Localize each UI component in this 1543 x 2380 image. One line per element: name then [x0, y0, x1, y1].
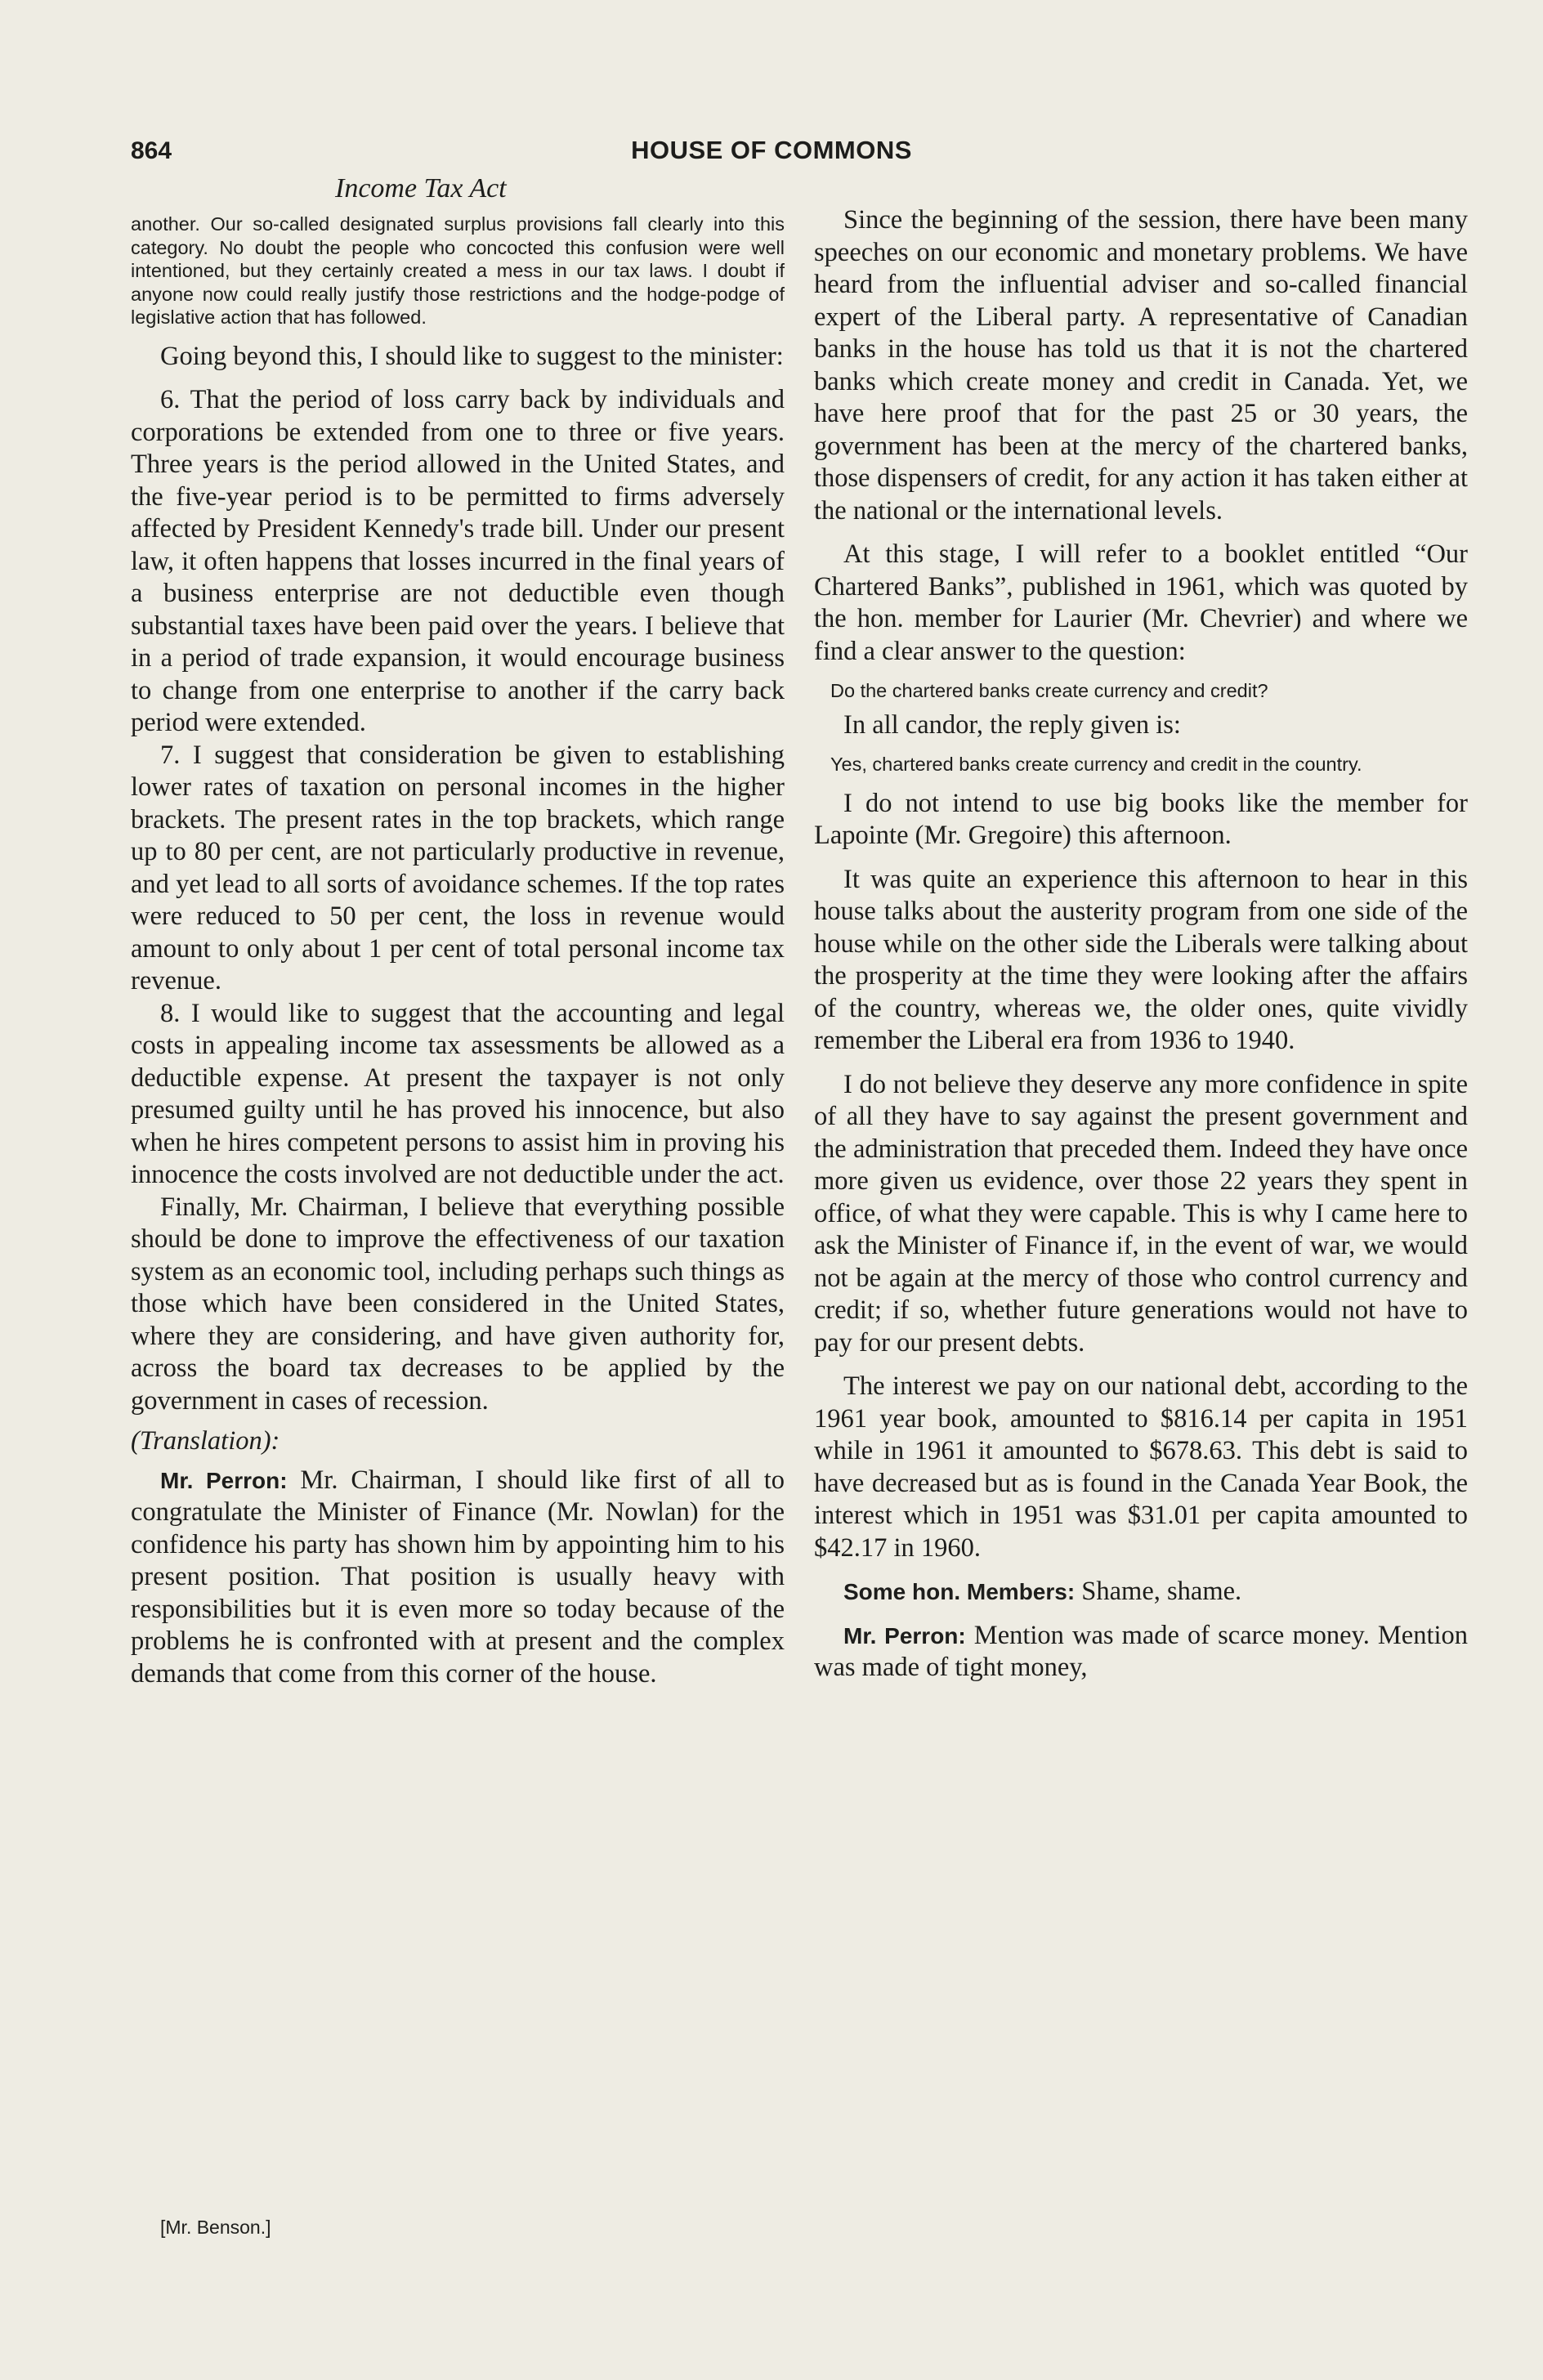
paragraph: Going beyond this, I should like to suggest to the minister:: [160, 341, 784, 371]
paragraph: At this stage, I will refer to a booklet entitled “Our Chartered Banks”, published in 1961, which was quoted by the hon. member for Laurier (Mr. Chevrier) and where we find a clear answer to the question:: [814, 539, 1468, 666]
left-column: [131, 212, 785, 1690]
page-number: 864: [131, 137, 172, 164]
translation-note: (Translation):: [131, 1426, 280, 1456]
paragraph: It was quite an experience this afternoon to hear in this house talks about the austerity program from one side of the house while on the other side the Liberals were talking about the prosperity at the time they were looking after the affairs of the country, whereas we, the older ones, quite vividly remember the Liberal era from 1936 to 1940.: [814, 864, 1468, 1055]
quoted-passage: Yes, chartered banks create currency and credit in the country.: [830, 754, 1362, 775]
speech-paragraph: [814, 1620, 1468, 1684]
speech-text: Mr. Chairman, I should like first of all to congratulate the Minister of Finance (Mr. Nowlan) for the confidence his party has shown him by appointing him to his present position. That position is usually heavy with responsibilities but it is even more so today because of the problems he is confronted with at present and the complex demands that come from this corner of the house.: [131, 1465, 785, 1689]
paragraph: Finally, Mr. Chairman, I believe that everything possible should be done to improve the effectiveness of our taxation system as an economic tool, including perhaps such things as those which have been considered in the United States, where they are considering, and have given authority for, across the board tax decreases to be applied by the government in cases of recession.: [131, 1192, 785, 1416]
speech-paragraph: [131, 1465, 785, 1691]
speaker-name: Mr. Perron:: [160, 1467, 288, 1493]
right-column: [814, 204, 1468, 1684]
speech-text: Mention was made of scarce money. Mention was made of tight money,: [814, 1620, 1469, 1682]
section-title: Income Tax Act: [335, 173, 507, 204]
paragraph: 7. I suggest that consideration be given to establishing lower rates of taxation on personal incomes in the higher brackets. The present rates in the top brackets, which range up to 80 per cent, are not particularly productive in revenue, and yet lead to all sorts of avoidance schemes. If the top rates were reduced to 50 per cent, the loss in revenue would amount to only about 1 per cent of total personal income tax revenue.: [131, 740, 785, 995]
quoted-passage: another. Our so-called designated surplus provisions fall clearly into this category. No doubt the people who concocted this confusion were well intentioned, but they certainly created a mess in our tax laws. I doubt if anyone now could really justify those restrictions and the hodge-podge of legislative action that has followed.: [131, 213, 785, 328]
footer-note: [Mr. Benson.]: [160, 2217, 271, 2238]
speaker-name: Some hon. Members:: [843, 1579, 1076, 1604]
paragraph: 8. I would like to suggest that the accounting and legal costs in appealing income tax assessments be allowed as a deductible expense. At present the taxpayer is not only presumed guilty until he has proved his innocence, but also when he hires competent persons to assist him in proving his innocence the costs involved are not deductible under the act.: [131, 998, 785, 1189]
paragraph: 6. That the period of loss carry back by individuals and corporations be extended from one to three or five years. Three years is the period allowed in the United States, and the five-year period is to be permitted to firms adversely affected by President Kennedy's trade bill. Under our present law, it often happens that losses incurred in the final years of a business enterprise are not deductible even though substantial taxes have been paid over the years. I believe that in a period of trade expansion, it would encourage business to change from one enterprise to another if the carry back period were extended.: [131, 385, 785, 737]
paragraph: Since the beginning of the session, there have been many speeches on our economic and monetary problems. We have heard from the influential adviser and so-called financial expert of the Liberal party. A representative of Canadian banks in the house has told us that it is not the chartered banks which create money and credit in Canada. Yet, we have here proof that for the past 25 or 30 years, the government has been at the mercy of the chartered banks, those dispensers of credit, for any action it has taken either at the national or the international levels.: [814, 205, 1468, 526]
quoted-passage: Do the chartered banks create currency and credit?: [830, 680, 1268, 701]
speech-text: Shame, shame.: [1081, 1577, 1242, 1606]
speaker-name: Mr. Perron:: [843, 1622, 966, 1649]
running-head: HOUSE OF COMMONS: [631, 136, 912, 164]
paragraph: I do not intend to use big books like the member for Lapointe (Mr. Gregoire) this afternoon.: [814, 788, 1468, 850]
paragraph: I do not believe they deserve any more confidence in spite of all they have to say against the present government and the administration that preceded them. Indeed they have once more given us evidence, over those 22 years they spent in office, of what they were capable. This is why I came here to ask the Minister of Finance if, in the event of war, we would not be again at the mercy of those who control currency and credit; if so, whether future generations would not have to pay for our present debts.: [814, 1069, 1468, 1358]
speech-paragraph: [814, 1576, 1468, 1608]
paragraph: The interest we pay on our national debt, according to the 1961 year book, amounted to $816.14 per capita in 1951 while in 1961 it amounted to $678.63. This debt is said to have decreased but as is found in the Canada Year Book, the interest which in 1951 was $31.01 per capita amounted to $42.17 in 1960.: [814, 1371, 1468, 1563]
paragraph: In all candor, the reply given is:: [843, 709, 1181, 740]
